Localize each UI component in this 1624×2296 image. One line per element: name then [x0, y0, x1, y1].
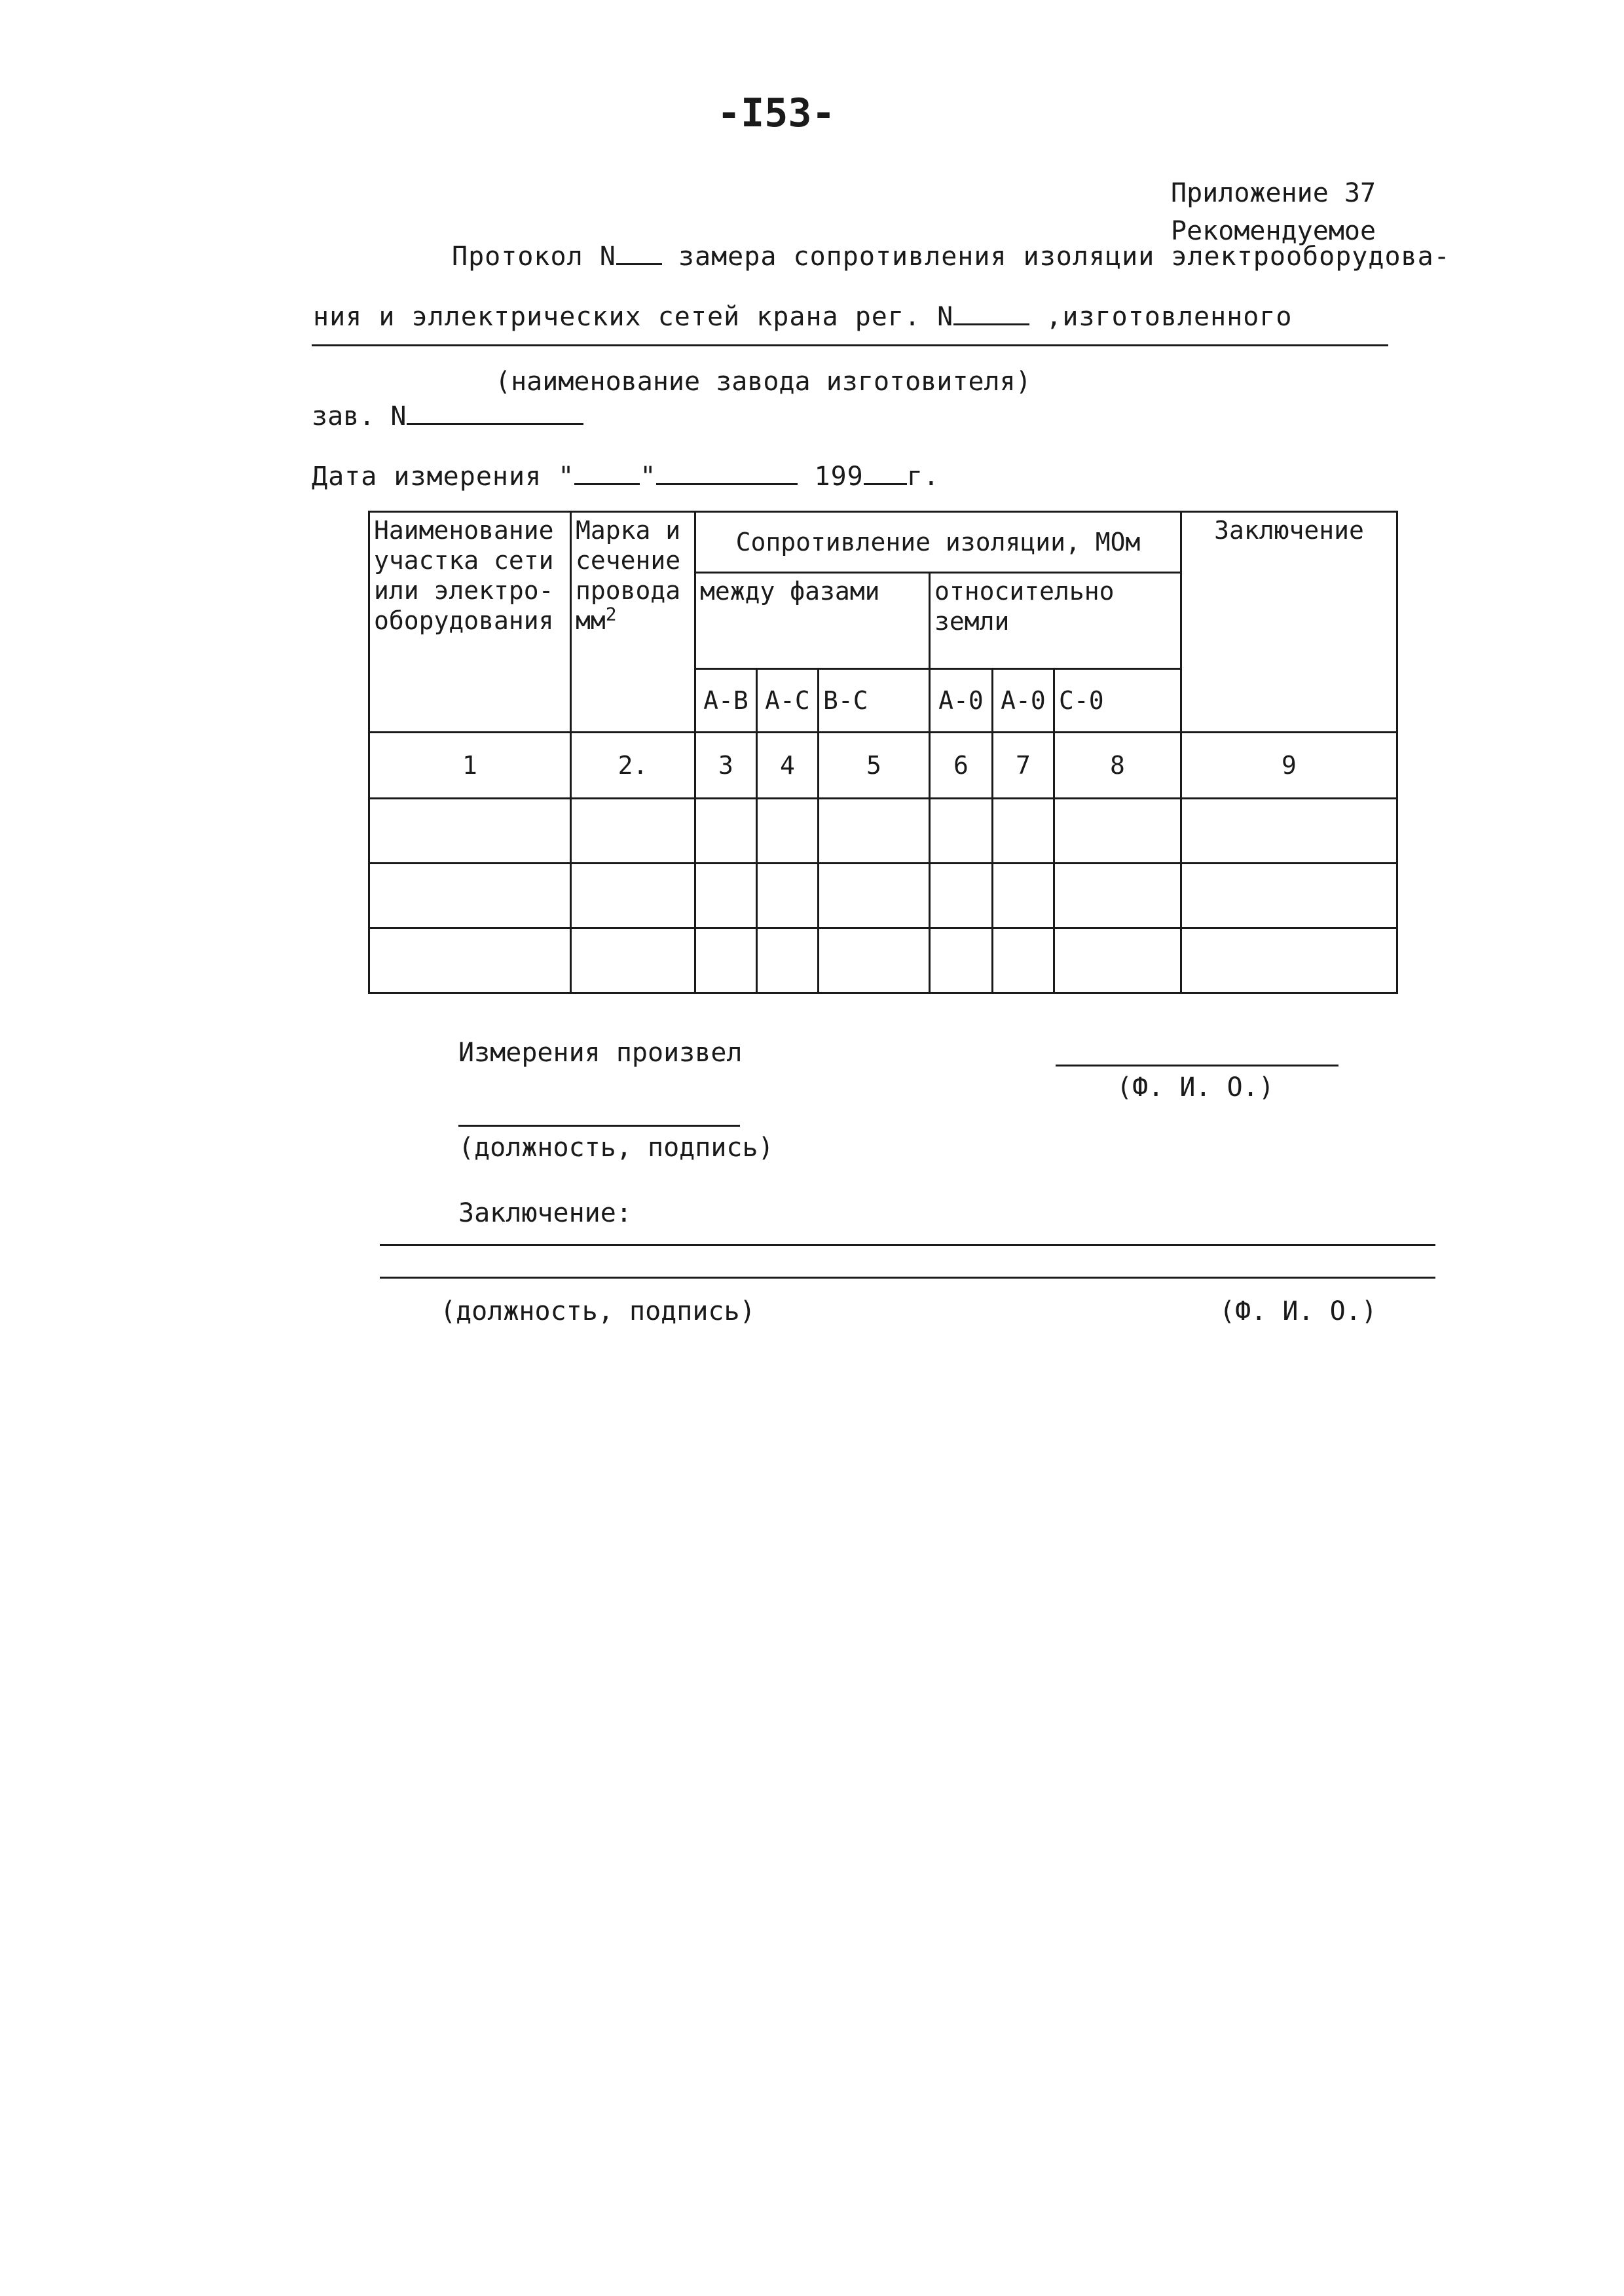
date-day-blank[interactable] — [574, 460, 640, 485]
header-phase-b-c: В-С — [819, 669, 930, 733]
header-insulation-resistance: Сопротивление изоляции, МОм — [695, 512, 1181, 573]
protocol-title-line-1 — [452, 240, 1450, 272]
measured-by-label: Измерения произвел — [458, 1038, 743, 1068]
table-cell[interactable] — [993, 928, 1054, 993]
measurer-signature-line[interactable] — [458, 1125, 740, 1127]
measurer-position-caption: (должность, подпись) — [458, 1133, 774, 1163]
header-wire-grade: Марка и сечение провода $мм^2$ — [571, 512, 695, 733]
header-phase-a-0-second: А-0 — [993, 669, 1054, 733]
column-number: 7 — [993, 733, 1054, 799]
crane-reg-blank[interactable] — [953, 300, 1029, 325]
table-cell[interactable] — [757, 799, 819, 864]
table-cell[interactable] — [757, 864, 819, 928]
table-cell[interactable] — [1181, 799, 1397, 864]
column-number: 5 — [819, 733, 930, 799]
measurer-fio-caption: (Ф. И. О.) — [1116, 1072, 1274, 1102]
column-number-row — [369, 733, 1397, 799]
manufactured-label: ,изготовленного — [1029, 302, 1293, 332]
conclusion-line[interactable] — [380, 1244, 1435, 1246]
protocol-title-line-2 — [313, 300, 1293, 332]
resistance-table — [368, 511, 1398, 994]
header-phase-a-0: А-0 — [930, 669, 993, 733]
table-cell[interactable] — [369, 799, 571, 864]
protocol-number-blank[interactable] — [616, 240, 662, 265]
table-cell[interactable] — [1054, 928, 1181, 993]
table-cell[interactable] — [695, 928, 757, 993]
crane-reg-label: ния и эллектрических сетей крана рег. N — [313, 302, 954, 332]
approver-fio-caption: (Ф. И. О.) — [1219, 1296, 1377, 1326]
header-relative-to-earth: относительно земли — [930, 573, 1181, 669]
table-row — [369, 928, 1397, 993]
manufacturer-line[interactable] — [312, 344, 1388, 346]
approver-position-caption: (должность, подпись) — [440, 1296, 756, 1326]
table-row — [369, 799, 1397, 864]
table-cell[interactable] — [571, 928, 695, 993]
protocol-subject: замера сопротивления изоляции электрооборудова- — [661, 242, 1450, 272]
factory-number-label: зав. N — [312, 401, 407, 431]
factory-number-line — [312, 399, 583, 431]
measurement-date-line — [312, 460, 940, 492]
appendix-status: Рекомендуемое — [1171, 216, 1376, 246]
table-cell[interactable] — [1054, 799, 1181, 864]
table-cell[interactable] — [695, 799, 757, 864]
header-section-name: Наименование участка сети или электро- оборудования — [369, 512, 571, 733]
column-number: 4 — [757, 733, 819, 799]
column-number: 8 — [1054, 733, 1181, 799]
table-cell[interactable] — [819, 864, 930, 928]
date-suffix: г. — [906, 462, 940, 492]
header-conclusion: Заключение — [1181, 512, 1397, 733]
table-cell[interactable] — [930, 799, 993, 864]
table-cell[interactable] — [1181, 864, 1397, 928]
manufacturer-caption: (наименование завода изготовителя) — [495, 367, 1031, 397]
table-cell[interactable] — [819, 928, 930, 993]
table-cell[interactable] — [1181, 928, 1397, 993]
table-cell[interactable] — [369, 864, 571, 928]
date-label: Дата измерения " — [312, 462, 575, 492]
column-number: 3 — [695, 733, 757, 799]
date-month-blank[interactable] — [656, 460, 798, 485]
column-number: 1 — [369, 733, 571, 799]
appendix-number: Приложение 37 — [1171, 178, 1376, 208]
table-cell[interactable] — [369, 928, 571, 993]
date-year: 199 — [798, 462, 864, 492]
header-phase-a-c: А-С — [757, 669, 819, 733]
table-cell[interactable] — [571, 799, 695, 864]
header-phase-a-b: А-В — [695, 669, 757, 733]
table-row — [369, 864, 1397, 928]
header-phase-c-0: С-0 — [1054, 669, 1181, 733]
table-cell[interactable] — [695, 864, 757, 928]
measurer-fio-line[interactable] — [1056, 1065, 1338, 1066]
factory-number-blank[interactable] — [407, 399, 583, 425]
conclusion-label: Заключение: — [458, 1198, 632, 1228]
appendix-block — [1171, 174, 1376, 250]
table-cell[interactable] — [993, 799, 1054, 864]
column-number: 6 — [930, 733, 993, 799]
column-number: 9 — [1181, 733, 1397, 799]
table-cell[interactable] — [819, 799, 930, 864]
table-cell[interactable] — [930, 928, 993, 993]
header-between-phases: между фазами — [695, 573, 930, 669]
table-cell[interactable] — [571, 864, 695, 928]
column-number: 2. — [571, 733, 695, 799]
conclusion-signature-line[interactable] — [380, 1277, 1435, 1279]
date-year-blank[interactable] — [864, 460, 907, 485]
table-cell[interactable] — [993, 864, 1054, 928]
page-number: -I53- — [717, 90, 836, 136]
table-cell[interactable] — [930, 864, 993, 928]
protocol-label: Протокол N — [452, 242, 616, 272]
table-cell[interactable] — [757, 928, 819, 993]
table-cell[interactable] — [1054, 864, 1181, 928]
date-quote: " — [640, 462, 657, 492]
